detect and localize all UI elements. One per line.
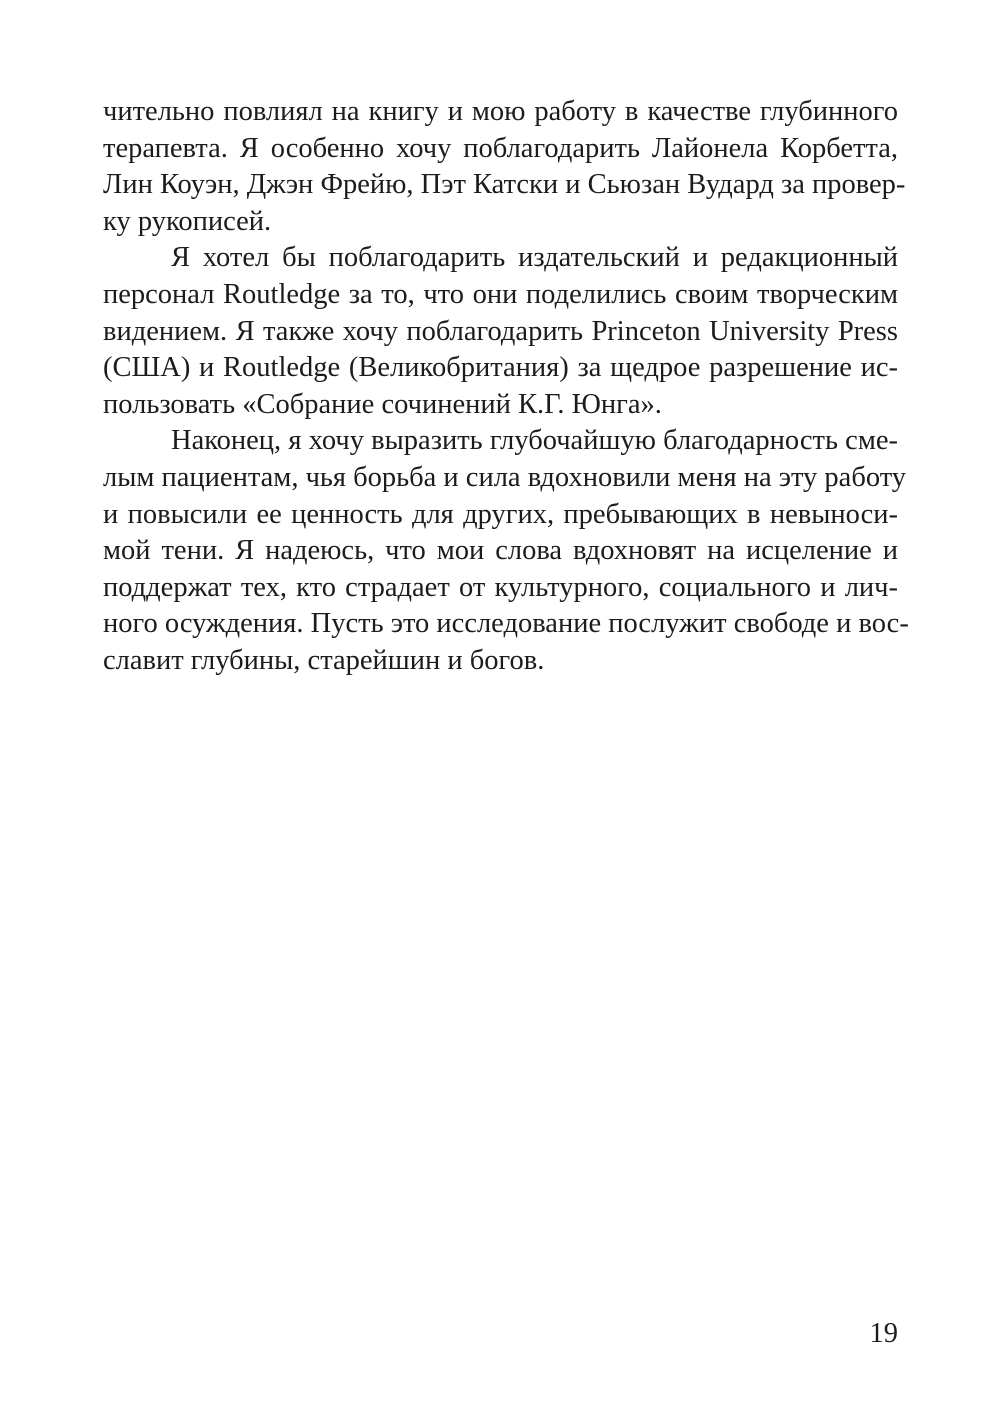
- text-line: поддержат тех, кто страдает от культурного, социального и лич-: [103, 571, 898, 603]
- text-line: терапевта. Я особенно хочу поблагодарить Лайонела Корбетта,: [103, 132, 898, 164]
- text-line: чительно повлиял на книгу и мою работу в качестве глубинного: [103, 96, 898, 127]
- paragraph-acknowledgment-publishers: [103, 240, 898, 423]
- text-line: Я хотел бы поблагодарить издательский и редакционный: [171, 242, 898, 274]
- body-text: [103, 94, 909, 680]
- text-line: видением. Я также хочу поблагодарить Princeton University Press: [103, 315, 898, 347]
- text-line: Лин Коуэн, Джэн Фрейю, Пэт Катски и Сьюзан Вудард за провер-: [103, 169, 906, 201]
- text-line: ного осуждения. Пусть это исследование послужит свободе и вос-: [103, 608, 909, 640]
- page-number: 19: [869, 1318, 898, 1349]
- text-line: (США) и Routledge (Великобритания) за щедрое разрешение ис-: [103, 352, 898, 384]
- text-line: лым пациентам, чья борьба и сила вдохновили меня на эту работу: [103, 461, 907, 493]
- paragraph-acknowledgment-reviewers: [103, 94, 906, 240]
- text-line: персонал Routledge за то, что они поделились своим творческим: [103, 278, 898, 310]
- text-line: мой тени. Я надеюсь, что мои слова вдохновят на исцеление и: [103, 535, 898, 567]
- paragraph-acknowledgment-patients: [103, 423, 909, 679]
- text-line: славит глубины, старейшин и богов.: [103, 644, 545, 676]
- text-line: Наконец, я хочу выразить глубочайшую благодарность сме-: [171, 425, 898, 457]
- text-line: ку рукописей.: [103, 205, 272, 237]
- text-line: и повысили ее ценность для других, пребывающих в невыноси-: [103, 498, 898, 530]
- text-line: пользовать «Собрание сочинений К.Г. Юнга».: [103, 388, 662, 420]
